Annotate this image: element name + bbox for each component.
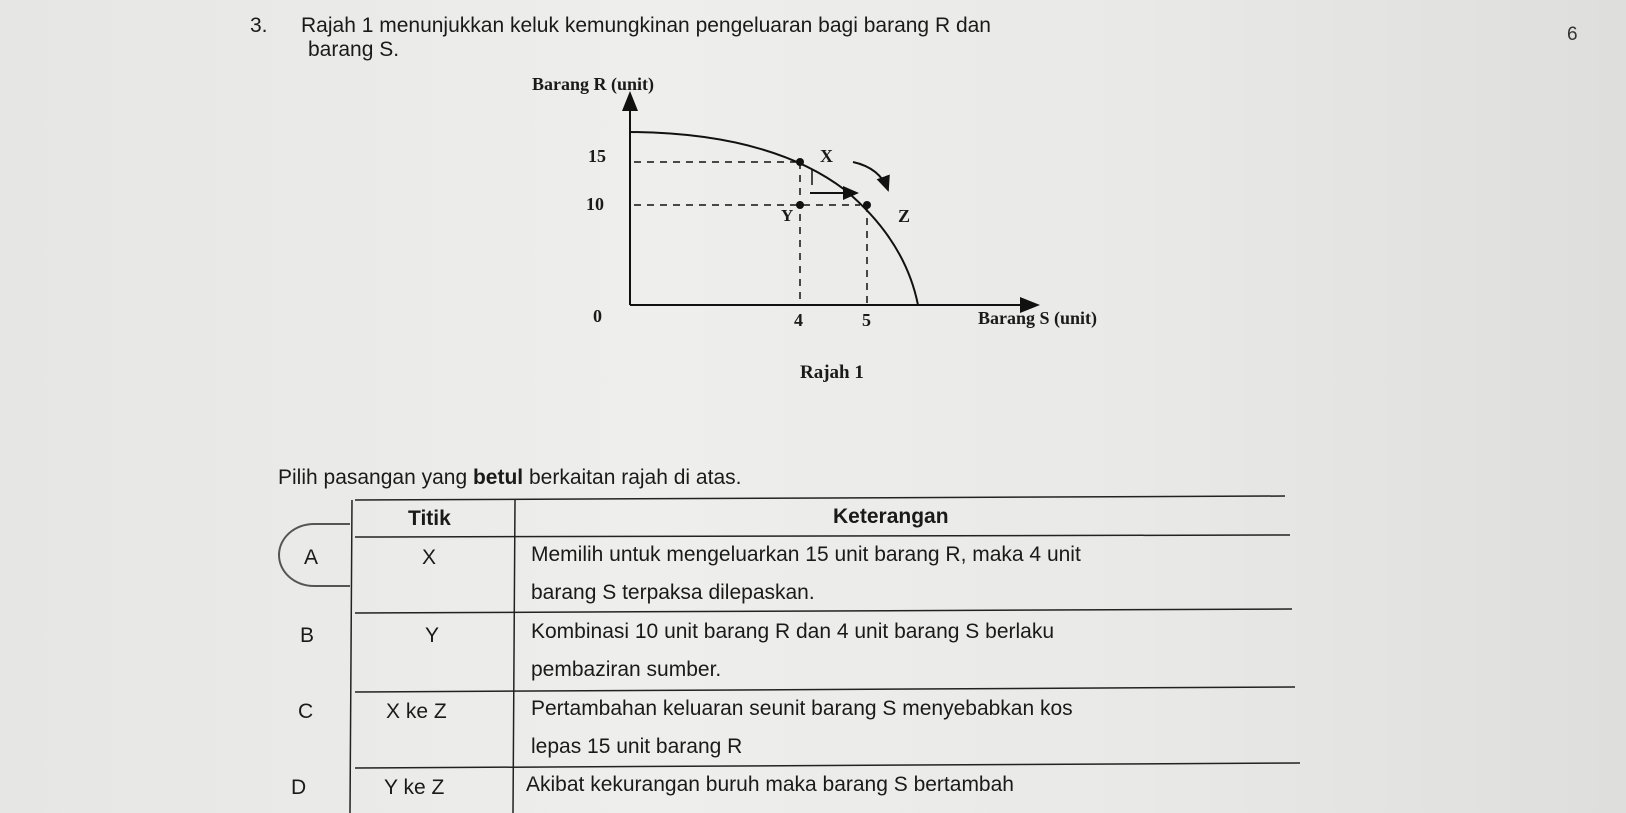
origin-label: 0 <box>593 306 602 326</box>
question-number: 3. <box>250 14 268 37</box>
header-titik: Titik <box>408 507 451 530</box>
row-d-titik: Y ke Z <box>384 776 445 799</box>
y-axis-label: Barang R (unit) <box>532 74 655 94</box>
row-c-line1: Pertambahan keluaran seunit barang S menyebabkan kos <box>531 697 1073 720</box>
option-d[interactable]: D <box>291 776 307 799</box>
x-axis-label: Barang S (unit) <box>978 308 1098 328</box>
row-a-line2: barang S terpaksa dilepaskan. <box>531 581 815 604</box>
row-c-titik: X ke Z <box>386 700 447 723</box>
option-c[interactable]: C <box>298 700 314 723</box>
figure-caption: Rajah 1 <box>800 362 864 383</box>
row-a-titik: X <box>422 546 437 569</box>
option-a[interactable]: A <box>304 546 319 569</box>
instruction-prefix: Pilih pasangan yang <box>278 466 473 489</box>
row-c-line2: lepas 15 unit barang R <box>531 735 743 758</box>
y-tick-15: 15 <box>588 146 606 166</box>
instruction-bold: betul <box>472 466 524 489</box>
x-tick-5: 5 <box>862 310 871 330</box>
point-x-label: X <box>820 146 833 166</box>
arrow-x-to-z <box>853 162 888 190</box>
row-b-titik: Y <box>425 624 440 647</box>
y-tick-10: 10 <box>586 194 604 214</box>
question-text-line2: barang S. <box>308 38 400 61</box>
instruction <box>278 466 741 490</box>
point-z <box>863 201 871 209</box>
x-tick-4: 4 <box>794 310 803 330</box>
point-x <box>796 158 804 166</box>
marks-value: 6 <box>1567 24 1578 45</box>
row-b-line2: pembaziran sumber. <box>531 658 722 681</box>
point-y <box>796 201 804 209</box>
row-a-line1: Memilih untuk mengeluarkan 15 unit barang R, maka 4 unit <box>531 543 1081 566</box>
instruction-suffix: berkaitan rajah di atas. <box>523 466 742 489</box>
ppc-curve <box>630 132 918 305</box>
header-keterangan: Keterangan <box>833 505 949 528</box>
option-b[interactable]: B <box>300 624 315 647</box>
row-d-line1: Akibat kekurangan buruh maka barang S bertambah <box>526 773 1014 796</box>
row-b-line1: Kombinasi 10 unit barang R dan 4 unit barang S berlaku <box>531 620 1055 643</box>
question-text-line1: Rajah 1 menunjukkan keluk kemungkinan pengeluaran bagi barang R dan <box>301 14 991 37</box>
point-z-label: Z <box>898 206 911 226</box>
point-y-label: Y <box>781 206 794 225</box>
